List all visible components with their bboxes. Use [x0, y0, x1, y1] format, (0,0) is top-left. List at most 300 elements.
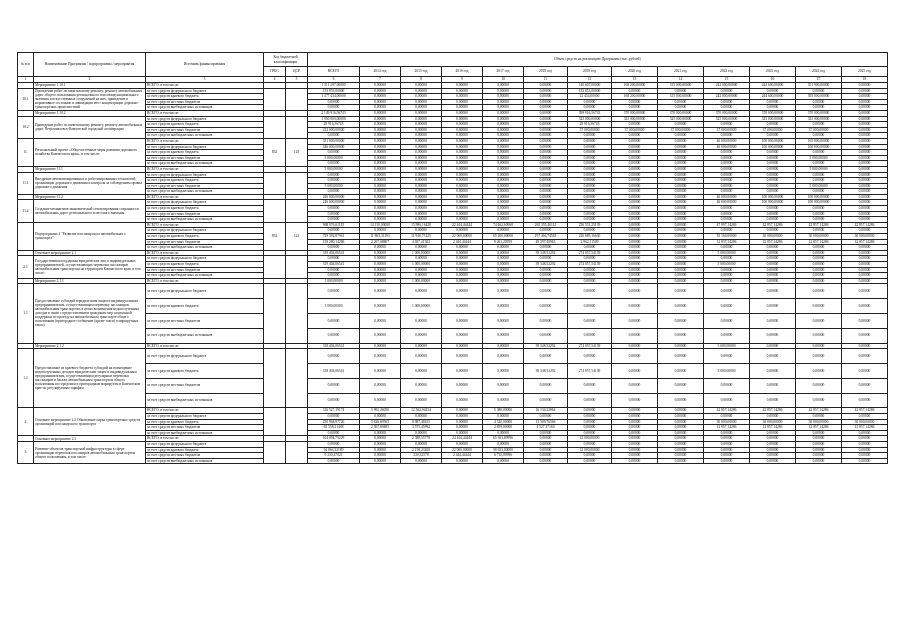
year-value: 0,00000: [704, 267, 750, 273]
column-index: 10: [483, 77, 524, 83]
year-value: 5 000,00000: [704, 343, 750, 349]
grbs-code: [264, 116, 286, 138]
year-value: 0,00000: [401, 155, 442, 161]
year-value: 0,00000: [658, 413, 704, 419]
year-value: 0,00000: [401, 122, 442, 128]
year-value: 0,00000: [483, 245, 524, 251]
year-value: 0,00000: [842, 343, 888, 349]
column-index: 3: [146, 77, 264, 83]
year-value: 0,00000: [658, 183, 704, 189]
year-value: 0,00000: [750, 166, 796, 172]
year-value: 0,00000: [750, 88, 796, 94]
year-value: 0,00000: [360, 436, 401, 442]
year-value: 9 261,20959: [483, 239, 524, 245]
year-value: 0,00000: [796, 150, 842, 156]
program-funding-table: [17, 52, 888, 464]
total-value: 1 000,00000: [308, 299, 360, 314]
year-value: 0,00000: [704, 328, 750, 343]
year-value: 0,00000: [796, 250, 842, 256]
year-value: 0,00000: [442, 441, 483, 447]
year-value: 0,00000: [360, 110, 401, 116]
year-value: 0,00000: [483, 127, 524, 133]
year-value: 0,00000: [796, 378, 842, 393]
funding-source: за счет средств местных бюджетов: [146, 453, 264, 459]
year-value: 0,00000: [524, 155, 568, 161]
year-value: 0,00000: [401, 273, 442, 279]
year-value: 42 857,14286: [842, 222, 888, 228]
year-value: 0,00000: [842, 166, 888, 172]
year-value: 244 600,00000: [750, 83, 796, 89]
year-value: 0,00000: [750, 441, 796, 447]
year-value: 0,00000: [442, 217, 483, 223]
year-value: 0,00000: [524, 458, 568, 464]
year-value: 242 000,00000: [704, 94, 750, 100]
year-value: 0,00000: [442, 313, 483, 328]
year-value: 0,00000: [568, 200, 612, 206]
year-value: 0,00000: [442, 161, 483, 167]
year-value: 30 000,00000: [750, 419, 796, 425]
year-value: 0,00000: [360, 194, 401, 200]
year-value: 0,00000: [401, 430, 442, 436]
year-value: 2 158,23200: [401, 447, 442, 453]
year-value: 256 531,25139: [568, 222, 612, 228]
year-value: 0,00000: [658, 200, 704, 206]
grbs-code: [264, 256, 286, 278]
year-value: 0,00000: [524, 211, 568, 217]
year-value: 0,00000: [568, 189, 612, 195]
year-value: 0,00000: [360, 245, 401, 251]
year-value: 0,00000: [704, 183, 750, 189]
year-value: 0,00000: [442, 178, 483, 184]
col-kbk-header: Код бюджетной классификации: [264, 53, 308, 67]
year-value: 0,00000: [360, 217, 401, 223]
year-value: 2 859,00000: [483, 425, 524, 431]
year-header: 2022 год: [704, 67, 750, 77]
year-value: 5 000,00000: [704, 250, 750, 256]
year-value: 0,00000: [842, 349, 888, 364]
year-value: 0,00000: [483, 133, 524, 139]
year-value: 12 857,14286: [704, 425, 750, 431]
total-value: 968 076,61145: [308, 222, 360, 228]
measure-name: Внедрение автоматизированных и роботизированных технологий организации дорожного движения и контроля за соблюдением правил дорожного движения: [34, 172, 146, 194]
year-value: 0,00000: [360, 349, 401, 364]
year-value: 0,00000: [483, 83, 524, 89]
year-value: 100 000,00000: [750, 200, 796, 206]
year-value: 42 857,14286: [750, 222, 796, 228]
year-value: 0,00000: [360, 378, 401, 393]
year-value: 133 853,00000: [568, 88, 612, 94]
measure-name: Государственная поддержка юридических лиц и индивидуальных предпринимателей, осуществляющих перевозки пассажиров автомобильным транспортом на территории Камчатского края, в том числе:: [34, 256, 146, 278]
measure-name: Основное мероприятие 2.1: [34, 250, 146, 256]
year-value: 46 000,00000: [704, 200, 750, 206]
column-index: 11: [524, 77, 568, 83]
year-value: 0,00000: [401, 144, 442, 150]
year-value: 42 857,14286: [842, 408, 888, 414]
col-source-header: Источник финансирования: [146, 53, 264, 77]
year-value: 0,00000: [360, 122, 401, 128]
year-value: 0,00000: [842, 116, 888, 122]
year-value: 0,00000: [442, 105, 483, 111]
row-number: 2.1: [18, 256, 34, 278]
year-value: 0,00000: [658, 155, 704, 161]
year-value: 0,00000: [612, 430, 658, 436]
year-value: 58 653,00000: [483, 447, 524, 453]
year-value: 0,00000: [842, 250, 888, 256]
total-value: 246 000,00000: [308, 194, 360, 200]
year-value: 0,00000: [796, 458, 842, 464]
year-value: 0,00000: [658, 138, 704, 144]
year-value: 0,00000: [658, 99, 704, 105]
year-value: 0,00000: [750, 228, 796, 234]
total-value: 0,00000: [308, 150, 360, 156]
year-value: 0,00000: [442, 328, 483, 343]
year-value: 0,00000: [658, 328, 704, 343]
year-value: 0,00000: [612, 328, 658, 343]
measure-name: Мероприятие 2.1.1: [34, 278, 146, 284]
funding-source: за счет средств краевого бюджета: [146, 122, 264, 128]
year-value: 0,00000: [842, 273, 888, 279]
year-value: 0,00000: [658, 363, 704, 378]
year-value: 6 710,89996: [483, 453, 524, 459]
year-value: 0,00000: [612, 408, 658, 414]
year-header: 2018 год: [524, 67, 568, 77]
year-value: 0,00000: [360, 138, 401, 144]
funding-source: за счет средств краевого бюджета: [146, 419, 264, 425]
year-value: 370 000,00000: [750, 110, 796, 116]
year-value: 0,00000: [568, 419, 612, 425]
year-value: 0,00000: [442, 189, 483, 195]
year-value: 0,00000: [401, 328, 442, 343]
year-value: 0,00000: [842, 161, 888, 167]
year-header: 2019 год: [568, 67, 612, 77]
year-value: 0,00000: [612, 343, 658, 349]
year-value: 47 997,14286: [704, 222, 750, 228]
year-value: 37 000,00000: [658, 127, 704, 133]
year-value: 0,00000: [568, 378, 612, 393]
table-row: [18, 378, 888, 393]
year-value: 2 388,55778: [401, 436, 442, 442]
funding-source: за счет средств внебюджетных источников: [146, 217, 264, 223]
year-value: 370 000,00000: [704, 110, 750, 116]
year-value: 0,00000: [842, 206, 888, 212]
year-value: 0,00000: [401, 127, 442, 133]
year-value: 0,00000: [658, 122, 704, 128]
year-value: 100 000,00000: [750, 144, 796, 150]
year-value: 325 000,00000: [612, 116, 658, 122]
year-value: 0,00000: [568, 458, 612, 464]
funding-source: за счет средств местных бюджетов: [146, 425, 264, 431]
row-number: 11.: [18, 138, 34, 166]
year-value: 230,32578: [401, 453, 442, 459]
year-value: 0,00000: [612, 419, 658, 425]
year-value: 0,00000: [524, 83, 568, 89]
funding-source: за счет средств федерального бюджета: [146, 228, 264, 234]
year-value: 0,00000: [442, 138, 483, 144]
year-value: 29 916,56743: [568, 122, 612, 128]
year-value: 395 000,00000: [796, 94, 842, 100]
year-value: 168 200,00000: [612, 94, 658, 100]
year-value: 0,00000: [360, 447, 401, 453]
year-value: 140 607,00000: [568, 83, 612, 89]
year-value: 0,00000: [483, 183, 524, 189]
year-value: 0,00000: [658, 262, 704, 268]
funding-source: за счет средств внебюджетных источников: [146, 458, 264, 464]
cst-code: [286, 408, 308, 436]
year-value: 0,00000: [842, 447, 888, 453]
year-value: 0,00000: [796, 133, 842, 139]
year-value: 0,00000: [612, 436, 658, 442]
year-value: 0,00000: [483, 211, 524, 217]
year-value: 0,00000: [524, 245, 568, 251]
year-value: 0,00000: [483, 206, 524, 212]
year-value: 0,00000: [483, 189, 524, 195]
year-value: 0,00000: [360, 166, 401, 172]
year-value: 22 000,00000: [442, 447, 483, 453]
year-value: 0,00000: [442, 183, 483, 189]
year-value: 0,00000: [704, 172, 750, 178]
funding-source: ВСЕГО, в том числе:: [146, 343, 264, 349]
funding-source: за счет средств федерального бюджета: [146, 144, 264, 150]
year-value: 0,00000: [658, 172, 704, 178]
total-value: 0,00000: [308, 349, 360, 364]
year-value: 0,00000: [704, 441, 750, 447]
year-value: 0,00000: [658, 166, 704, 172]
total-value: 318 404,06541: [308, 363, 360, 378]
year-value: 0,00000: [360, 413, 401, 419]
total-value: 1 511 297,00000: [308, 83, 360, 89]
grbs-code: [264, 200, 286, 222]
year-value: 0,00000: [750, 150, 796, 156]
table-row: [18, 328, 888, 343]
year-value: 0,00000: [483, 256, 524, 262]
year-value: 0,00000: [796, 313, 842, 328]
column-index: 13: [612, 77, 658, 83]
year-value: 0,00000: [524, 144, 568, 150]
year-value: 0,00000: [796, 211, 842, 217]
total-value: 0,00000: [308, 206, 360, 212]
row-number: 1.1: [18, 284, 34, 343]
year-value: 0,00000: [658, 245, 704, 251]
year-value: 0,00000: [750, 430, 796, 436]
year-value: 0,00000: [483, 413, 524, 419]
year-value: 0,00000: [796, 299, 842, 314]
year-value: 0,00000: [524, 183, 568, 189]
year-value: 0,00000: [483, 105, 524, 111]
year-value: 0,00000: [442, 94, 483, 100]
funding-source: за счет средств краевого бюджета: [146, 94, 264, 100]
year-value: 0,00000: [568, 150, 612, 156]
year-value: 0,00000: [524, 313, 568, 328]
year-value: 0,00000: [401, 99, 442, 105]
year-value: 0,00000: [401, 150, 442, 156]
year-value: 0,00000: [704, 189, 750, 195]
year-value: 0,00000: [750, 267, 796, 273]
year-value: 42 857,14286: [796, 408, 842, 414]
year-value: 0,00000: [658, 150, 704, 156]
year-value: 0,00000: [442, 116, 483, 122]
year-value: 65 200,00000: [483, 234, 524, 240]
year-value: 0,00000: [442, 127, 483, 133]
funding-source: за счет средств краевого бюджета: [146, 363, 264, 378]
year-value: 0,00000: [483, 194, 524, 200]
year-value: 0,00000: [750, 211, 796, 217]
year-value: 0,00000: [360, 200, 401, 206]
year-value: 30 000,00000: [796, 419, 842, 425]
year-value: 0,00000: [442, 349, 483, 364]
total-value: 1 000,00000: [308, 278, 360, 284]
year-value: 0,00000: [483, 217, 524, 223]
year-value: 0,00000: [483, 150, 524, 156]
year-value: 0,00000: [360, 206, 401, 212]
year-value: 274 057,54139: [568, 262, 612, 268]
column-index: 8: [401, 77, 442, 83]
year-value: 0,00000: [750, 99, 796, 105]
year-value: 0,00000: [360, 99, 401, 105]
total-value: 0,00000: [308, 413, 360, 419]
year-value: 0,00000: [796, 88, 842, 94]
year-value: 0,00000: [524, 393, 568, 408]
year-value: 0,00000: [612, 458, 658, 464]
year-value: 0,00000: [658, 217, 704, 223]
year-value: 0,00000: [658, 419, 704, 425]
year-value: 0,00000: [842, 99, 888, 105]
year-value: 0,00000: [658, 299, 704, 314]
funding-source: за счет средств федерального бюджета: [146, 349, 264, 364]
year-value: 0,00000: [483, 349, 524, 364]
year-value: 39 348,52292: [524, 250, 568, 256]
grbs-code: [264, 88, 286, 110]
year-value: 0,00000: [704, 284, 750, 299]
year-value: 0,00000: [483, 94, 524, 100]
year-value: 274 057,54139: [568, 363, 612, 378]
year-header: 2015 год: [401, 67, 442, 77]
year-value: 0,00000: [842, 256, 888, 262]
year-value: 0,00000: [612, 183, 658, 189]
measure-name: Создание механизмов экономической стимулирования сохранности автомобильных дорог регионального и местного значения: [34, 200, 146, 222]
funding-source: за счет средств внебюджетных источников: [146, 105, 264, 111]
year-value: 0,00000: [612, 363, 658, 378]
year-value: 1 000,00000: [401, 250, 442, 256]
year-value: 0,00000: [658, 453, 704, 459]
year-value: 0,00000: [750, 453, 796, 459]
total-value: 5 000,00000: [308, 166, 360, 172]
year-value: 0,00000: [360, 262, 401, 268]
year-header: 2021 год: [658, 67, 704, 77]
funding-source: ВСЕГО, в том числе:: [146, 166, 264, 172]
year-value: 100 000,00000: [796, 200, 842, 206]
table-row: [18, 284, 888, 299]
year-value: 0,00000: [442, 278, 483, 284]
table-row: [18, 363, 888, 378]
row-number: 1.2: [18, 349, 34, 408]
funding-source: за счет средств краевого бюджета: [146, 178, 264, 184]
grbs-code: [264, 172, 286, 194]
year-value: 0,00000: [842, 133, 888, 139]
year-value: 0,00000: [401, 458, 442, 464]
column-index: 6: [308, 77, 360, 83]
year-value: 0,00000: [483, 110, 524, 116]
year-value: 0,00000: [360, 441, 401, 447]
table-row: [18, 349, 888, 364]
column-index: 4: [264, 77, 286, 83]
year-value: 0,00000: [612, 284, 658, 299]
year-value: 0,00000: [360, 127, 401, 133]
year-value: 0,00000: [796, 441, 842, 447]
year-value: 0,00000: [360, 256, 401, 262]
col-cst-header: ЦСР: [286, 67, 308, 77]
year-value: 0,00000: [524, 200, 568, 206]
year-value: 42 857,14286: [750, 408, 796, 414]
year-value: 0,00000: [796, 105, 842, 111]
year-value: 0,00000: [524, 206, 568, 212]
year-value: 0,00000: [612, 88, 658, 94]
row-number: 10.2: [18, 116, 34, 138]
total-value: 0,00000: [308, 378, 360, 393]
year-value: 0,00000: [612, 349, 658, 364]
funding-source: ВСЕГО, в том числе:: [146, 83, 264, 89]
year-value: 13 509,76566: [524, 419, 568, 425]
year-value: 0,00000: [360, 363, 401, 378]
year-value: 0,00000: [524, 105, 568, 111]
year-value: 12 562,94434: [401, 408, 442, 414]
year-value: 5 000,00000: [704, 363, 750, 378]
year-value: 0,00000: [658, 211, 704, 217]
year-value: 0,00000: [842, 144, 888, 150]
year-value: 0,00000: [658, 273, 704, 279]
year-value: 0,00000: [524, 284, 568, 299]
measure-name: Мероприятие 2.1.2: [34, 343, 146, 349]
grbs-code: [264, 284, 286, 343]
year-value: 0,00000: [842, 110, 888, 116]
year-value: 0,00000: [704, 273, 750, 279]
year-value: 0,00000: [842, 278, 888, 284]
year-value: 0,00000: [842, 430, 888, 436]
funding-source: ВСЕГО, в том числе:: [146, 278, 264, 284]
year-value: 0,00000: [401, 217, 442, 223]
year-value: 0,00000: [658, 144, 704, 150]
total-value: 0,00000: [308, 161, 360, 167]
year-value: 0,00000: [360, 150, 401, 156]
year-value: 0,00000: [750, 313, 796, 328]
year-value: 0,00000: [750, 363, 796, 378]
year-value: 0,00000: [704, 166, 750, 172]
measure-name: Приведение работ по капитальному ремонту, ремонту автомобильных дорог Петропавловск-Камчатской городской агломерации: [34, 116, 146, 138]
cst-code: [286, 88, 308, 110]
year-value: 0,00000: [750, 217, 796, 223]
total-value: 0,00000: [308, 105, 360, 111]
year-value: 0,00000: [401, 441, 442, 447]
year-value: 0,00000: [796, 161, 842, 167]
year-value: 0,00000: [658, 88, 704, 94]
year-value: 0,00000: [360, 328, 401, 343]
year-value: 0,00000: [524, 228, 568, 234]
year-value: 0,00000: [796, 189, 842, 195]
year-value: 0,00000: [360, 144, 401, 150]
year-value: 37 000,00000: [750, 127, 796, 133]
funding-source: за счет средств федерального бюджета: [146, 172, 264, 178]
year-value: 0,00000: [612, 155, 658, 161]
year-value: 30 000,00000: [842, 234, 888, 240]
year-value: 0,00000: [524, 447, 568, 453]
year-value: 0,00000: [401, 166, 442, 172]
year-value: 5 000,00000: [796, 155, 842, 161]
year-value: 0,00000: [796, 453, 842, 459]
total-value: 318 404,06541: [308, 343, 360, 349]
total-value: 0,00000: [308, 313, 360, 328]
year-value: 351 900,00000: [796, 83, 842, 89]
year-value: 0,00000: [401, 105, 442, 111]
year-value: 0,00000: [612, 278, 658, 284]
